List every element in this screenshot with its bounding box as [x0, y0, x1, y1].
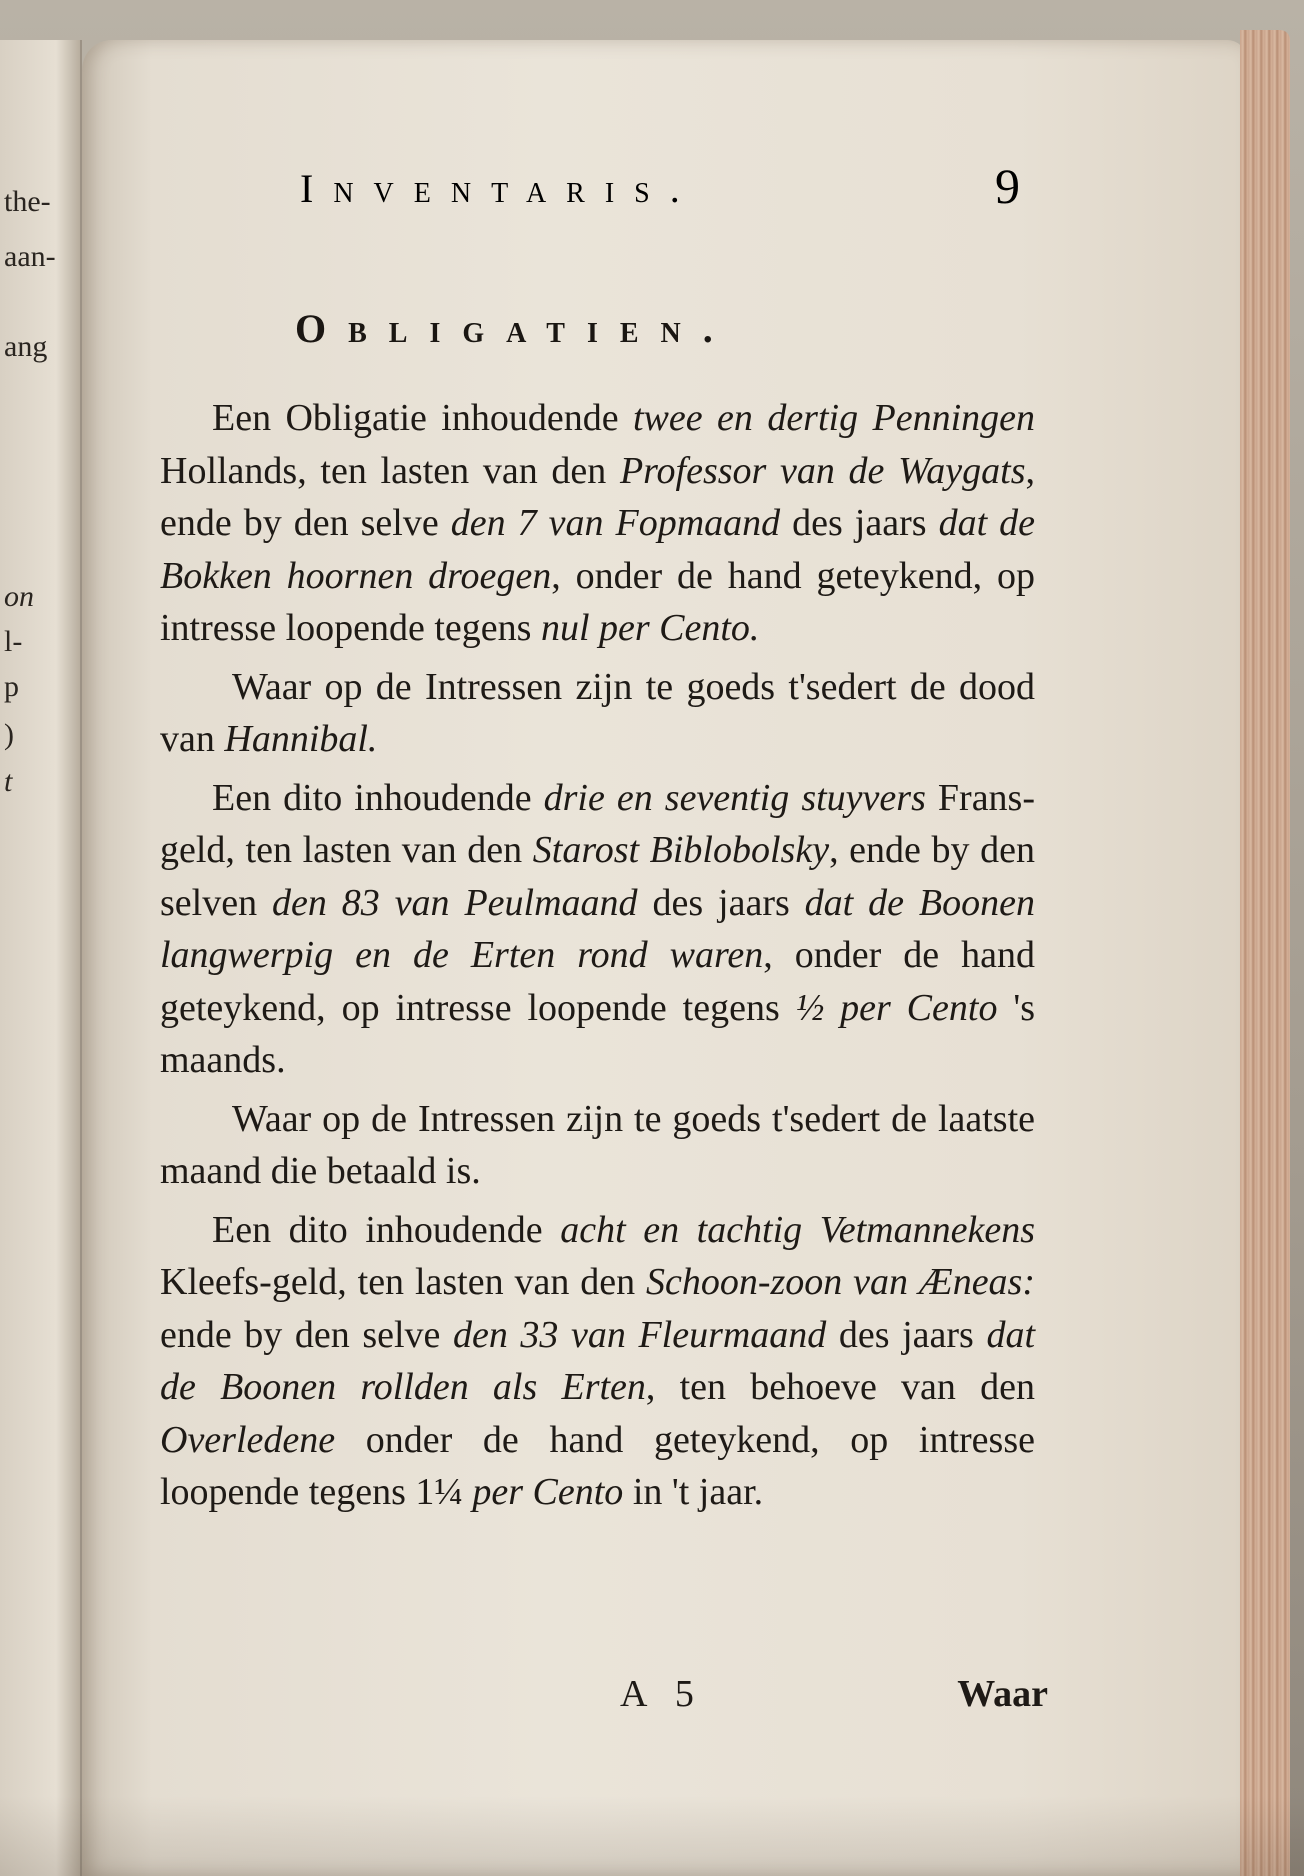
bottom-shadow: [0, 1796, 1304, 1876]
text: ende by den selve: [160, 1313, 453, 1356]
text: des jaars: [637, 881, 805, 924]
italic-text: dat de Boonen langwerpig en de Erten rond waren: [160, 881, 1035, 976]
text: , ten behoeve van den: [645, 1366, 1035, 1408]
text: , ende by den selve: [160, 449, 1035, 544]
italic-text: Schoon-zoon van Æneas:: [645, 1261, 1036, 1303]
text: , onder de hand geteykend, op intresse loopende tegens: [160, 934, 1035, 1029]
italic-text: Hannibal.: [224, 718, 378, 760]
text: onder de hand geteykend, op intresse loopende tegens 1¼: [160, 1418, 1035, 1513]
left-page-fragment: ang: [4, 330, 48, 363]
text: Kleefs-geld, ten lasten van den: [160, 1261, 646, 1303]
italic-text: drie en seventig stuyvers: [543, 776, 926, 819]
page-number: 9: [995, 158, 1020, 214]
italic-text: ½ per Cento: [795, 986, 998, 1029]
italic-text: den 83 van Peulmaand: [272, 881, 638, 924]
italic-text: Overledene: [160, 1418, 336, 1461]
left-page-fragment: aan-: [4, 240, 56, 273]
left-page-fragment: t: [4, 765, 13, 798]
left-page-fragment: l-: [4, 625, 23, 658]
running-head: Inventaris.: [300, 166, 700, 211]
italic-text: den 7 van Fopmaand: [450, 502, 781, 544]
paragraph-p2: [160, 661, 1035, 766]
left-page-fragment: on: [4, 580, 34, 613]
italic-text: Starost Biblobolsky: [532, 829, 830, 871]
text: 's maands.: [160, 986, 1036, 1081]
text: , onder de hand geteykend, op intresse loopende tegens: [160, 554, 1035, 649]
paragraph-p1: [160, 392, 1035, 655]
italic-text: dat de Bokken hoornen droegen: [160, 502, 1035, 597]
italic-text: nul per Cento.: [540, 607, 760, 649]
previous-page-edge: [0, 40, 82, 1876]
body-text: [160, 392, 1035, 1525]
text: Frans-geld, ten lasten van den: [160, 776, 1035, 871]
text: , ende by den selven: [160, 829, 1035, 924]
italic-text: twee en dertig Penningen: [633, 397, 1035, 439]
page-footer: [160, 1672, 1048, 1732]
paragraph-p4: [160, 1093, 1035, 1198]
text: Een Obligatie inhoudende: [212, 397, 633, 439]
text: in 't jaar.: [623, 1471, 764, 1513]
italic-text: den 33 van Fleurmaand: [452, 1313, 827, 1356]
italic-text: per Cento: [472, 1471, 624, 1513]
italic-text: acht en tachtig Vetmannekens: [560, 1208, 1035, 1251]
text: Waar op de Intressen zijn te goeds t'sedert de laatste maand die betaald is.: [160, 1097, 1035, 1192]
text: Een dito inhoudende: [212, 1208, 561, 1251]
page-header: [300, 158, 1120, 225]
paragraph-p3: [160, 772, 1035, 1087]
text: des jaars: [826, 1313, 987, 1356]
italic-text: dat de Boonen rollden als Erten: [160, 1313, 1035, 1408]
left-page-fragment: the-: [4, 185, 51, 218]
paragraph-p5: [160, 1204, 1035, 1519]
text: des jaars: [780, 502, 939, 544]
italic-text: Professor van de Waygats: [619, 449, 1026, 492]
left-page-fragment: p: [4, 670, 19, 703]
page-edges: [1240, 30, 1290, 1876]
text: Een dito inhoudende: [212, 776, 544, 819]
left-page-fragment: ): [4, 718, 14, 751]
text: Waar op de Intressen zijn te goeds t'sedert de dood van: [160, 665, 1035, 760]
text: Hollands, ten lasten van den: [160, 449, 620, 492]
signature-mark: A 5: [620, 1673, 704, 1715]
section-title: Obligatien.: [295, 306, 735, 351]
catchword: Waar: [957, 1673, 1048, 1715]
